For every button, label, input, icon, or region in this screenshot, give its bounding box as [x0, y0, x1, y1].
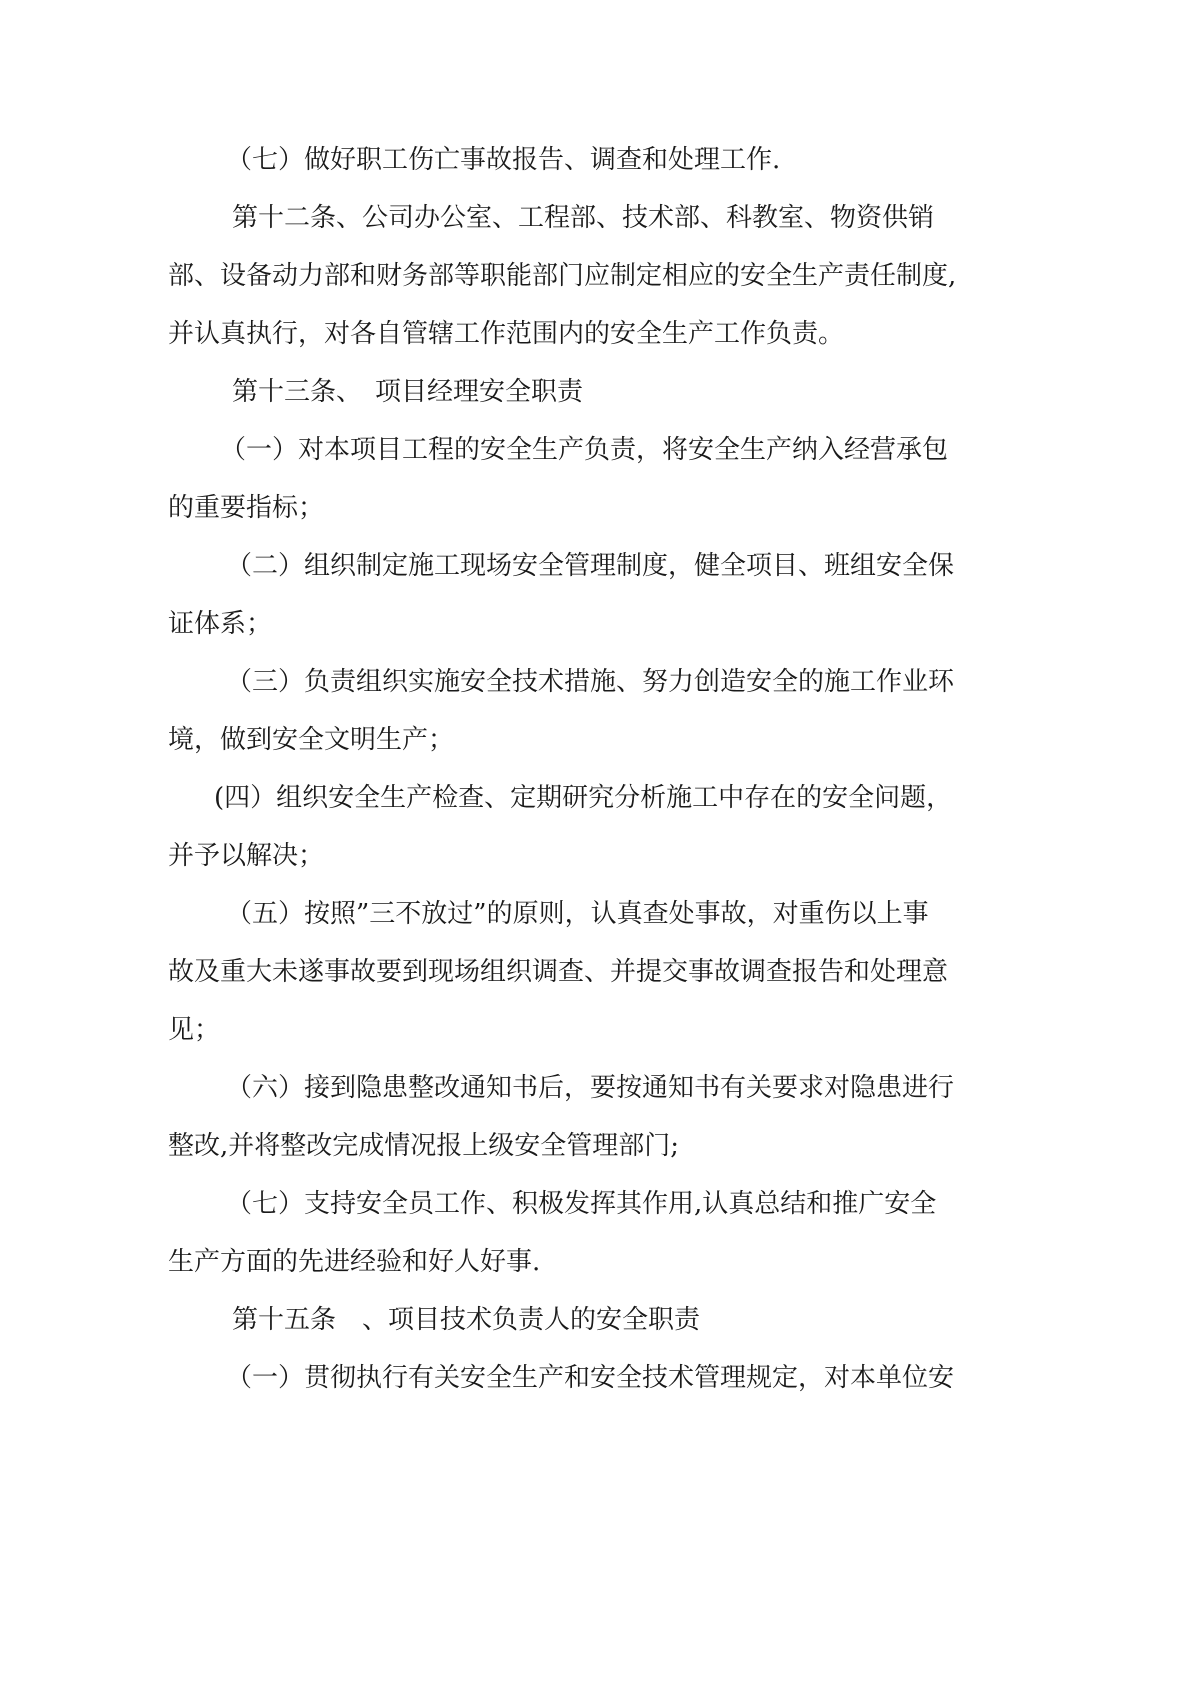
text-line-8: （二）组织制定施工现场安全管理制度，健全项目、班组安全保	[226, 551, 955, 581]
text-line-5: 第十三条、 项目经理安全职责	[232, 377, 584, 407]
text-line-7: 的重要指标；	[168, 493, 325, 523]
text-line-11: 境，做到安全文明生产；	[168, 725, 455, 755]
text-line-21: 第十五条 、项目技术负责人的安全职责	[232, 1305, 701, 1335]
text-line-6: （一）对本项目工程的安全生产负责，将安全生产纳入经营承包	[220, 435, 949, 465]
text-line-15: 故及重大未遂事故要到现场组织调查、并提交事故调查报告和处理意	[168, 957, 949, 987]
text-line-12: (四）组织安全生产检查、定期研究分析施工中存在的安全问题，	[214, 783, 953, 813]
text-line-2: 第十二条、公司办公室、工程部、技术部、科教室、物资供销	[232, 203, 935, 233]
text-line-3: 部、设备动力部和财务部等职能部门应制定相应的安全生产责任制度,	[168, 261, 957, 291]
text-line-10: （三）负责组织实施安全技术措施、努力创造安全的施工作业环	[226, 667, 955, 697]
text-line-14: （五）按照”三不放过”的原则，认真查处事故，对重伤以上事	[226, 899, 929, 929]
text-line-18: 整改,并将整改完成情况报上级安全管理部门;	[168, 1131, 680, 1161]
text-line-19: （七）支持安全员工作、积极发挥其作用,认真总结和推广安全	[226, 1189, 937, 1219]
text-line-20: 生产方面的先进经验和好人好事.	[168, 1247, 541, 1277]
text-line-17: （六）接到隐患整改通知书后，要按通知书有关要求对隐患进行	[226, 1073, 955, 1103]
text-line-22: （一）贯彻执行有关安全生产和安全技术管理规定，对本单位安	[226, 1363, 955, 1393]
text-line-4: 并认真执行，对各自管辖工作范围内的安全生产工作负责。	[168, 319, 845, 349]
text-line-1: （七）做好职工伤亡事故报告、调查和处理工作.	[226, 145, 781, 175]
text-line-9: 证体系；	[168, 609, 273, 639]
text-line-13: 并予以解决；	[168, 841, 325, 871]
text-line-16: 见；	[168, 1015, 221, 1045]
